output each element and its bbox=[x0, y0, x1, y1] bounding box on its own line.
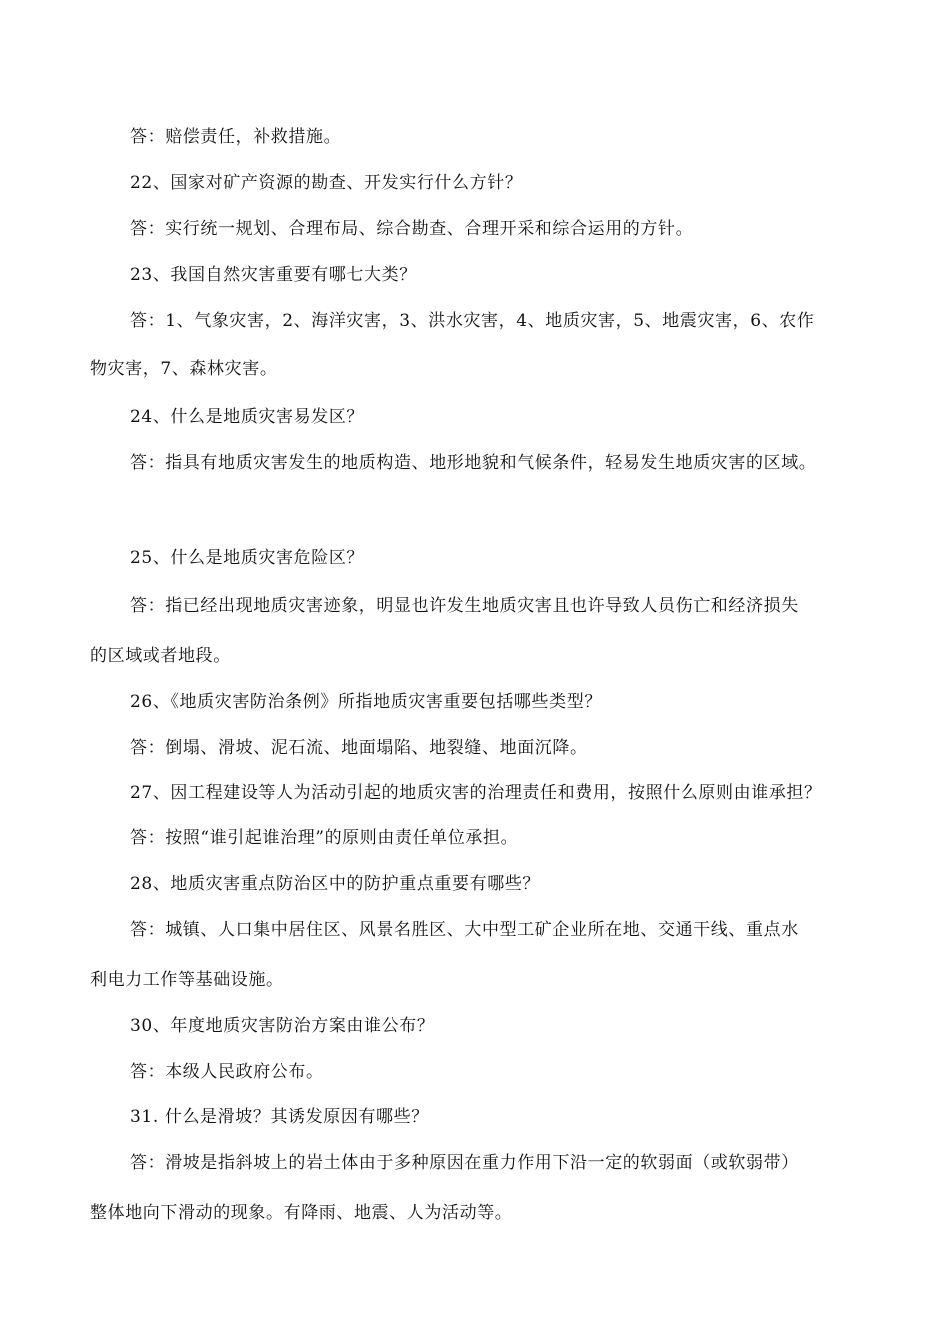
answer-25-line-1: 答：指已经出现地质灾害迹象，明显也许发生地质灾害且也许导致人员伤亡和经济损失 bbox=[130, 596, 799, 616]
answer-23-line-1: 答：1、气象灾害，2、海洋灾害，3、洪水灾害，4、地质灾害，5、地震灾害，6、农作 bbox=[130, 311, 815, 331]
answer-31-line-2: 整体地向下滑动的现象。有降雨、地震、人为活动等。 bbox=[90, 1203, 513, 1223]
answer-25-line-2: 的区域或者地段。 bbox=[90, 646, 231, 666]
question-27: 27、因工程建设等人为活动引起的地质灾害的治理责任和费用，按照什么原则由谁承担？ bbox=[130, 783, 822, 803]
answer-23-line-2: 物灾害，7、森林灾害。 bbox=[90, 359, 278, 379]
question-26: 26、《地质灾害防治条例》所指地质灾害重要包括哪些类型？ bbox=[130, 692, 602, 712]
question-30: 30、年度地质灾害防治方案由谁公布？ bbox=[130, 1016, 435, 1036]
answer-22: 答：实行统一规划、合理布局、综合勘查、合理开采和综合运用的方针。 bbox=[130, 219, 694, 239]
question-22: 22、国家对矿产资源的勘查、开发实行什么方针？ bbox=[130, 173, 523, 193]
question-23: 23、我国自然灾害重要有哪七大类？ bbox=[130, 265, 417, 285]
answer-27: 答：按照“谁引起谁治理”的原则由责任单位承担。 bbox=[130, 828, 519, 848]
answer-31-line-1: 答：滑坡是指斜坡上的岩土体由于多种原因在重力作用下沿一定的软弱面（或软弱带） bbox=[130, 1153, 799, 1173]
answer-28-line-1: 答：城镇、人口集中居住区、风景名胜区、大中型工矿企业所在地、交通干线、重点水 bbox=[130, 920, 799, 940]
question-25: 25、什么是地质灾害危险区？ bbox=[130, 548, 365, 568]
question-28: 28、地质灾害重点防治区中的防护重点重要有哪些？ bbox=[130, 874, 541, 894]
answer-21-line: 答：赔偿责任，补救措施。 bbox=[130, 127, 342, 147]
answer-28-line-2: 利电力工作等基础设施。 bbox=[90, 970, 284, 990]
answer-24: 答：指具有地质灾害发生的地质构造、地形地貌和气候条件，轻易发生地质灾害的区域。 bbox=[130, 453, 817, 473]
answer-26: 答：倒塌、滑坡、泥石流、地面塌陷、地裂缝、地面沉降。 bbox=[130, 738, 588, 758]
answer-30: 答：本级人民政府公布。 bbox=[130, 1062, 324, 1082]
question-24: 24、什么是地质灾害易发区？ bbox=[130, 407, 365, 427]
question-31: 31. 什么是滑坡？其诱发原因有哪些？ bbox=[130, 1107, 429, 1127]
